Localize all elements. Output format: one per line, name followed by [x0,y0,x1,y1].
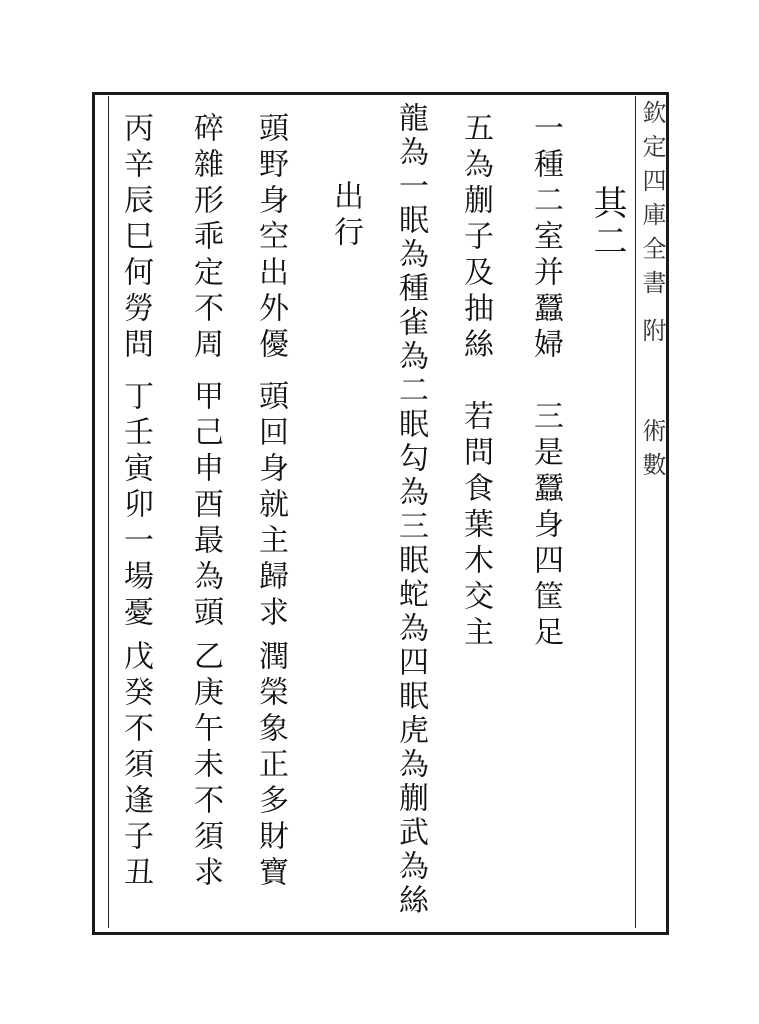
text-column [188,112,223,364]
verse-line: 一種二室并蠶婦 [528,112,563,364]
text-column [528,112,563,364]
verse-line: 若問食葉木交主 [458,400,493,652]
verse-line: 碎雜形乖定不周 [188,112,223,364]
verse-line: 三是蠶身四筐足 [528,400,563,652]
page-border [92,92,669,935]
column-rule [108,96,109,928]
text-column [118,112,153,364]
section-heading: 出行 [328,180,363,252]
annotation-line: 龍為一眠為種雀為二眠勾為三眠蛇為四眠虎為蒯武為絲 [393,102,428,918]
page-marker: 附 [638,318,666,352]
text-column [188,380,223,632]
column-rule [635,96,636,928]
verse-line: 乙庚午未不須求 [188,640,223,892]
verse-line: 潤榮象正多財寶 [253,640,288,892]
verse-line: 戊癸不須逢子丑 [118,640,153,892]
section-label: 術數 [638,418,666,486]
text-column [458,112,493,364]
text-column [118,380,153,632]
verse-line: 頭野身空出外優 [253,112,288,364]
text-column [393,102,428,918]
text-column [458,400,493,652]
text-column [528,400,563,652]
text-column [188,640,223,892]
verse-line: 甲己申酉最為頭 [188,380,223,632]
text-column [118,640,153,892]
text-column [253,380,288,632]
text-column [253,112,288,364]
verse-line: 丁壬寅卯一場憂 [118,380,153,632]
margin-header: 欽定四庫全書 [638,100,666,304]
verse-line: 頭回身就主歸求 [253,380,288,632]
section-heading: 其二 [587,185,627,261]
text-column [253,640,288,892]
verse-line: 五為蒯子及抽絲 [458,112,493,364]
verse-line: 丙辛辰巳何勞問 [118,112,153,364]
